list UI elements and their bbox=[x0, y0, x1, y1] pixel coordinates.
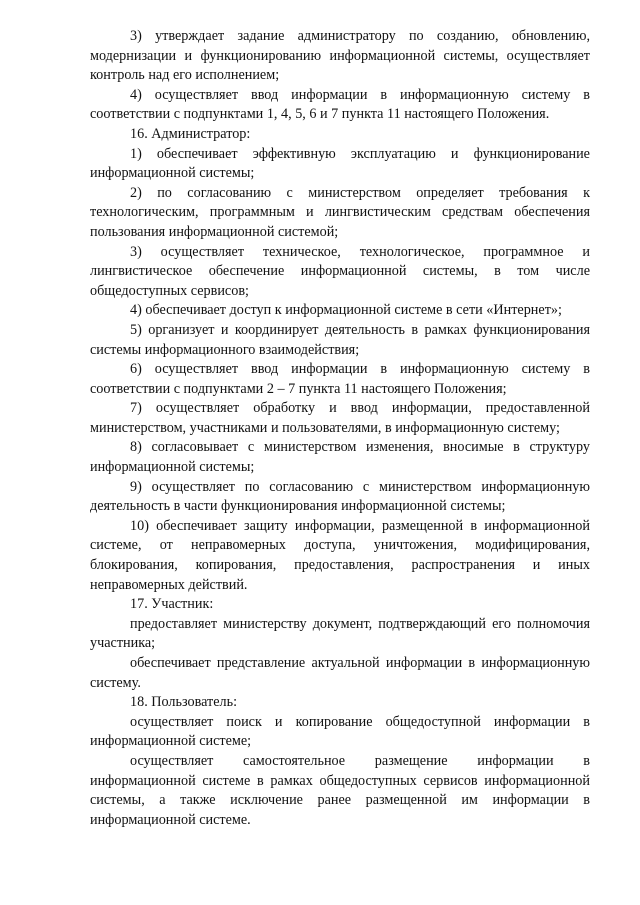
paragraph-admin-9: 9) осуществляет по согласованию с министерством информационную деятельность в части функционирования информационной системы; bbox=[90, 478, 590, 515]
paragraph-admin-4: 4) обеспечивает доступ к информационной системе в сети «Интернет»; bbox=[130, 302, 562, 319]
paragraph-admin-7: 7) осуществляет обработку и ввод информации, предоставленной министерством, участниками и пользователями, в информационную систему; bbox=[90, 400, 590, 436]
paragraph-admin-2: 2) по согласованию с министерством определяет требования к технологическим, программным и лингвистическим средствам обеспечения пользования информационной системой; bbox=[90, 184, 590, 240]
paragraph-item-4: 4) осуществляет ввод информации в информационную систему в соответствии с подпунктами 1, 4, 5, 6 и 7 пункта 11 настоящего Положения. bbox=[90, 86, 590, 123]
paragraph-admin-1: 1) обеспечивает эффективную эксплуатацию и функционирование информационной системы; bbox=[90, 145, 590, 182]
paragraph-admin-6: 6) осуществляет ввод информации в информационную систему в соответствии с подпунктами 2 – 7 пункта 11 настоящего Положения; bbox=[90, 361, 590, 397]
paragraph-participant-1: предоставляет министерству документ, подтверждающий его полномочия участника; bbox=[90, 615, 590, 652]
section-18-heading: 18. Пользователь: bbox=[130, 694, 238, 711]
paragraph-user-2: осуществляет самостоятельное размещение информации в информационной системе в рамках общедоступных сервисов информационной системы, а также исключение ранее размещенной им информации в информационной системе. bbox=[90, 752, 590, 828]
paragraph-item-3: 3) утверждает задание администратору по созданию, обновлению, модернизации и функционированию информационной системы, осуществляет контроль над его исполнением; bbox=[90, 28, 590, 84]
section-17-heading: 17. Участник: bbox=[130, 596, 214, 613]
paragraph-admin-8: 8) согласовывает с министерством изменения, вносимые в структуру информационной системы; bbox=[90, 439, 590, 476]
section-16-heading: 16. Администратор: bbox=[130, 125, 251, 142]
document-page bbox=[90, 27, 590, 830]
paragraph-user-1: осуществляет поиск и копирование общедоступной информации в информационной системе; bbox=[90, 713, 590, 750]
paragraph-admin-10: 10) обеспечивает защиту информации, размещенной в информационной системе, от неправомерных доступа, уничтожения, модифицирования, блокирования, копирования, предоставления, распространения и иных неправомерных действий. bbox=[90, 517, 590, 593]
paragraph-admin-3: 3) осуществляет техническое, технологическое, программное и лингвистическое обеспечение информационной системы, в том числе общедоступных сервисов; bbox=[90, 243, 590, 299]
paragraph-admin-5: 5) организует и координирует деятельность в рамках функционирования системы информационного взаимодействия; bbox=[90, 321, 590, 358]
paragraph-participant-2: обеспечивает представление актуальной информации в информационную систему. bbox=[90, 655, 590, 691]
